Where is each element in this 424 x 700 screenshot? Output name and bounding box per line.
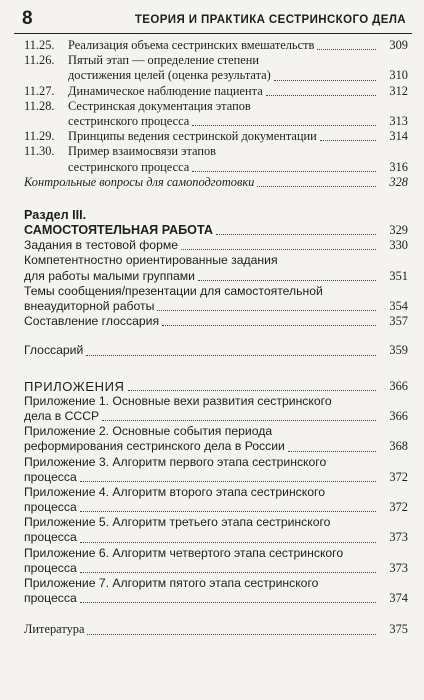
entry-number: 11.29. <box>24 129 55 144</box>
literature-entry <box>24 622 408 637</box>
entry-title: реформирования сестринского дела в России <box>24 439 285 454</box>
toc-entry <box>24 253 384 268</box>
entry-title: Сестринская документация этапов <box>68 98 251 113</box>
section-label: Раздел III. <box>24 207 87 222</box>
entry-page: 314 <box>389 129 408 144</box>
entry-title: Принципы ведения сестринской документации <box>68 129 317 144</box>
section-label <box>24 208 384 223</box>
leader-dots <box>162 325 376 326</box>
entry-number: 11.28. <box>24 98 55 113</box>
toc-entry <box>24 159 408 175</box>
toc-entry <box>24 174 408 190</box>
toc-entry <box>24 129 408 144</box>
appendix-entry <box>24 424 384 439</box>
page-number: 8 <box>22 8 33 29</box>
leader-dots <box>320 140 376 141</box>
entry-page: 354 <box>389 299 408 313</box>
running-title: ТЕОРИЯ И ПРАКТИКА СЕСТРИНСКОГО ДЕЛА <box>134 14 406 26</box>
leader-dots <box>288 451 376 452</box>
leader-dots <box>128 390 376 391</box>
appendix-entry <box>24 560 408 576</box>
toc-entry <box>24 83 408 99</box>
leader-dots <box>274 80 376 81</box>
running-header <box>14 7 412 34</box>
appendix-entry <box>24 546 384 561</box>
toc-entry <box>24 113 408 129</box>
entry-title: процесса <box>24 560 77 575</box>
entry-page: 373 <box>389 560 408 575</box>
entry-title: процесса <box>24 591 77 606</box>
entry-title: Приложение 6. Алгоритм четвертого этапа сестринского <box>24 545 344 560</box>
entry-number: 11.27. <box>24 83 55 98</box>
toc-entry <box>24 144 384 159</box>
leader-dots <box>80 572 376 573</box>
appendix-entry <box>24 469 408 485</box>
entry-title: сестринского процесса <box>68 159 190 174</box>
entry-title: Приложение 1. Основные вехи развития сестринского <box>24 393 332 408</box>
entry-title: Приложение 2. Основные события периода <box>24 424 273 439</box>
entry-number: 11.26. <box>24 53 55 68</box>
entry-page: 312 <box>389 83 408 98</box>
leader-dots <box>181 249 376 250</box>
entry-page: 359 <box>389 343 408 358</box>
toc-entry <box>24 99 384 114</box>
entry-title: Приложение 7. Алгоритм пятого этапа сестринского <box>24 576 319 590</box>
appendix-entry <box>24 439 408 454</box>
entry-page: 375 <box>389 622 408 637</box>
entry-title: Приложение 5. Алгоритм третьего этапа сестринского <box>24 515 331 530</box>
entry-title: Задания в тестовой форме <box>24 238 179 253</box>
entry-title: процесса <box>24 469 77 484</box>
entry-page: 366 <box>389 408 408 423</box>
appendix-entry <box>24 408 408 424</box>
appendix-entry <box>24 455 384 470</box>
leader-dots <box>80 511 376 512</box>
appendix-entry <box>24 515 384 530</box>
entry-page: 351 <box>389 268 408 283</box>
entry-title: Приложение 4. Алгоритм второго этапа сестринского <box>24 484 325 499</box>
toc-entry <box>24 299 408 314</box>
appendix-entry <box>24 485 384 500</box>
toc-entry <box>24 238 408 253</box>
entry-title: Контрольные вопросы для самоподготовки <box>24 174 255 189</box>
entry-number: 11.25. <box>24 38 55 52</box>
entry-page: 329 <box>389 223 408 238</box>
toc-entry <box>24 53 384 68</box>
toc-entry <box>24 38 408 53</box>
entry-title: Глоссарий <box>24 343 84 358</box>
entry-number: 11.30. <box>24 144 55 159</box>
entry-title: процесса <box>24 530 77 545</box>
appendix-entry <box>24 394 384 409</box>
appendices-title <box>24 378 408 394</box>
glossary-entry <box>24 343 408 358</box>
entry-page: 328 <box>389 174 408 189</box>
entry-page: 372 <box>389 469 408 484</box>
entry-title: для работы малыми группами <box>24 268 195 283</box>
entry-title: внеаудиторной работы <box>24 299 155 313</box>
leader-dots <box>192 125 376 126</box>
leader-dots <box>157 310 376 311</box>
entry-title: достижения целей (оценка результата) <box>68 68 271 83</box>
appendix-entry <box>24 530 408 545</box>
toc-entry <box>24 68 408 83</box>
leader-dots <box>317 49 376 50</box>
table-of-contents <box>24 38 408 638</box>
entry-title: Пятый этап — определение степени <box>68 53 260 68</box>
leader-dots <box>80 602 376 603</box>
section-title <box>24 223 408 238</box>
appendices-title: ПРИЛОЖЕНИЯ <box>24 378 125 394</box>
entry-title: процесса <box>24 500 77 515</box>
entry-page: 316 <box>389 159 408 174</box>
entry-page: 357 <box>389 314 408 329</box>
entry-title: Темы сообщения/презентации для самостоятельной <box>24 283 323 298</box>
leader-dots <box>87 634 376 635</box>
toc-entry <box>24 314 408 329</box>
entry-title: Динамическое наблюдение пациента <box>68 83 263 98</box>
section-title: САМОСТОЯТЕЛЬНАЯ РАБОТА <box>24 223 213 238</box>
entry-page: 366 <box>389 378 408 393</box>
leader-dots <box>86 355 376 356</box>
entry-page: 368 <box>389 439 408 454</box>
leader-dots <box>80 542 376 543</box>
leader-dots <box>192 171 376 172</box>
entry-page: 310 <box>389 68 408 83</box>
entry-title: Реализация объема сестринских вмешательств <box>68 38 315 52</box>
leader-dots <box>216 234 376 235</box>
entry-title: Литература <box>24 622 85 637</box>
entry-title: Составление глоссария <box>24 314 160 329</box>
leader-dots <box>198 280 376 281</box>
entry-title: Компетентностно ориентированные задания <box>24 253 278 268</box>
appendix-entry <box>24 576 384 591</box>
entry-page: 309 <box>389 38 408 52</box>
leader-dots <box>80 481 376 482</box>
toc-entry <box>24 268 408 284</box>
leader-dots <box>266 95 376 96</box>
leader-dots <box>257 186 376 187</box>
entry-page: 374 <box>389 591 408 606</box>
entry-title: Пример взаимосвязи этапов <box>68 144 217 159</box>
entry-title: Приложение 3. Алгоритм первого этапа сестринского <box>24 454 327 469</box>
entry-page: 313 <box>389 113 408 128</box>
entry-page: 373 <box>389 530 408 545</box>
entry-page: 372 <box>389 500 408 515</box>
appendix-entry <box>24 500 408 515</box>
entry-page: 330 <box>389 238 408 253</box>
toc-entry <box>24 284 384 299</box>
entry-title: сестринского процесса <box>68 113 190 128</box>
appendix-entry <box>24 591 408 606</box>
entry-title: дела в СССР <box>24 408 100 423</box>
leader-dots <box>102 420 376 421</box>
